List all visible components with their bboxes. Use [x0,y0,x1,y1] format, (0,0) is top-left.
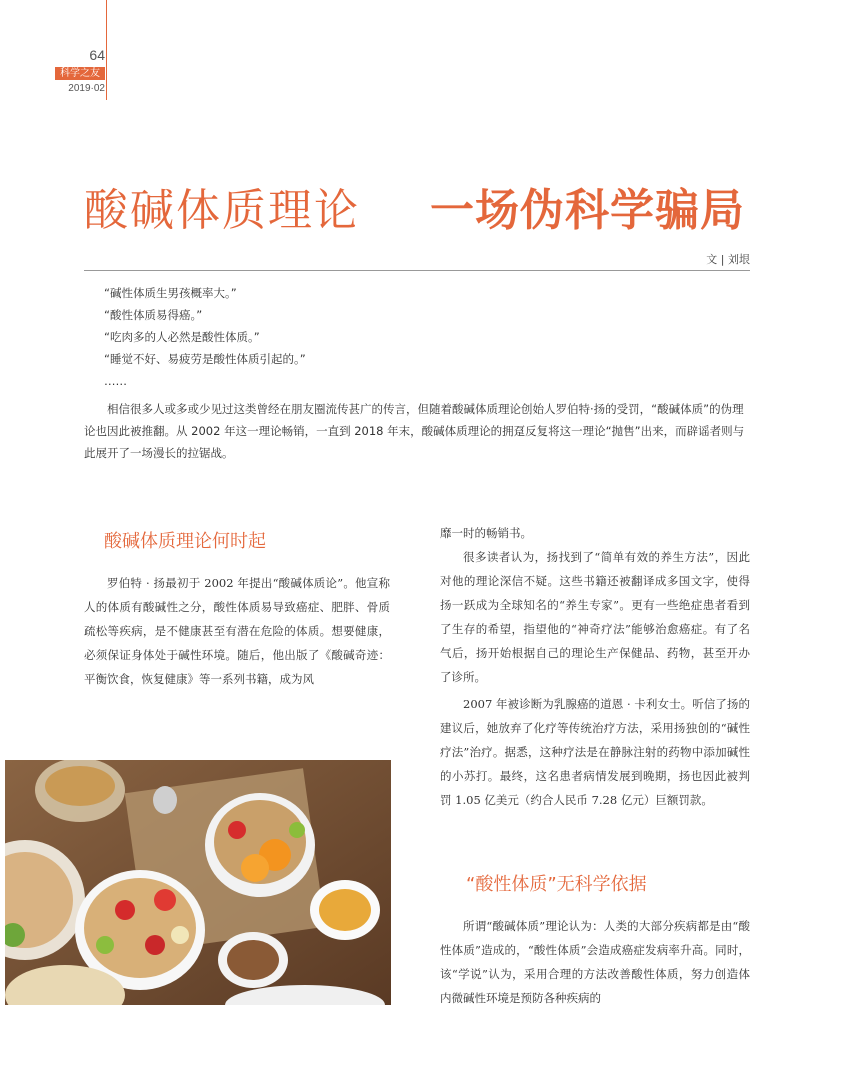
quote-item: “吃肉多的人必然是酸性体质。” [104,330,260,344]
food-bowls-illustration [5,760,391,1005]
section-heading: 酸碱体质理论何时起 [104,531,266,552]
section-heading: “酸性体质”无科学依据 [466,874,647,895]
quote-item: “酸性体质易得癌。” [104,308,203,322]
page-number: 64 [89,47,105,63]
food-photo [5,760,391,1005]
body-paragraph: 2007 年被诊断为乳腺癌的道恩 · 卡利女士。听信了扬的建议后，她放弃了化疗等传统治疗方法，采用扬独创的“碱性疗法”治疗。据悉，这种疗法是在静脉注射的药物中添加碱性的小苏打。最终，这名患者病情发展到晚期，扬也因此被判罚 1.05 亿美元（约合人民币 7.28 亿元）巨额罚款。 [440,697,750,807]
intro-paragraph: 相信很多人或多或少见过这类曾经在朋友圈流传甚广的传言，但随着酸碱体质理论创始人罗伯特·扬的受罚，“酸碱体质”的伪理论也因此被推翻。从 2002 年这一理论畅销，一直到 2018 年末，酸碱体质理论的拥趸反复将这一理论“抛售”出来，而辟谣者则与此展开了一场漫长的拉锯战。 [84,402,745,460]
body-paragraph: 罗伯特 · 扬最初于 2002 年提出“酸碱体质论”。他宣称人的体质有酸碱性之分，酸性体质易导致癌症、肥胖、骨质疏松等疾病，是不健康甚至有潜在危险的体质。想要健康，必须保证身体处于碱性环境。随后，他出版了《酸碱奇迹：平衡饮食，恢复健康》等一系列书籍，成为风 [84,576,390,686]
body-paragraph: 所谓“酸碱体质”理论认为：人类的大部分疾病都是由“酸性体质”造成的，“酸性体质”会造成癌症发病率升高。同时，该“学说”认为，采用合理的方法改善酸性体质，努力创造体内微碱性环境是预防各种疾病的 [440,919,750,1005]
header-divider-line [106,0,107,100]
article-title-part2: 一场伪科学骗局 [430,185,745,236]
quote-list [104,283,306,393]
title-rule [84,270,750,271]
quote-ellipsis: …… [104,374,127,388]
body-paragraph-continuation: 靡一时的畅销书。 [440,526,532,540]
byline: 文 | 刘垠 [706,253,750,266]
body-paragraph: 很多读者认为，扬找到了“简单有效的养生方法”，因此对他的理论深信不疑。这些书籍还被翻译成多国文字，使得扬一跃成为全球知名的“养生专家”。更有一些绝症患者看到了生存的希望，指望他的“神奇疗法”能够治愈癌症。有了名气后，扬开始根据自己的理论生产保健品、药物，甚至开办了诊所。 [440,550,750,684]
quote-item: “碱性体质生男孩概率大。” [104,286,237,300]
magazine-badge: 科学之友 [55,67,105,80]
article-title-part1: 酸碱体质理论 [84,185,360,236]
issue-date: 2019·02 [68,83,105,94]
quote-item: “睡觉不好、易疲劳是酸性体质引起的。” [104,352,306,366]
